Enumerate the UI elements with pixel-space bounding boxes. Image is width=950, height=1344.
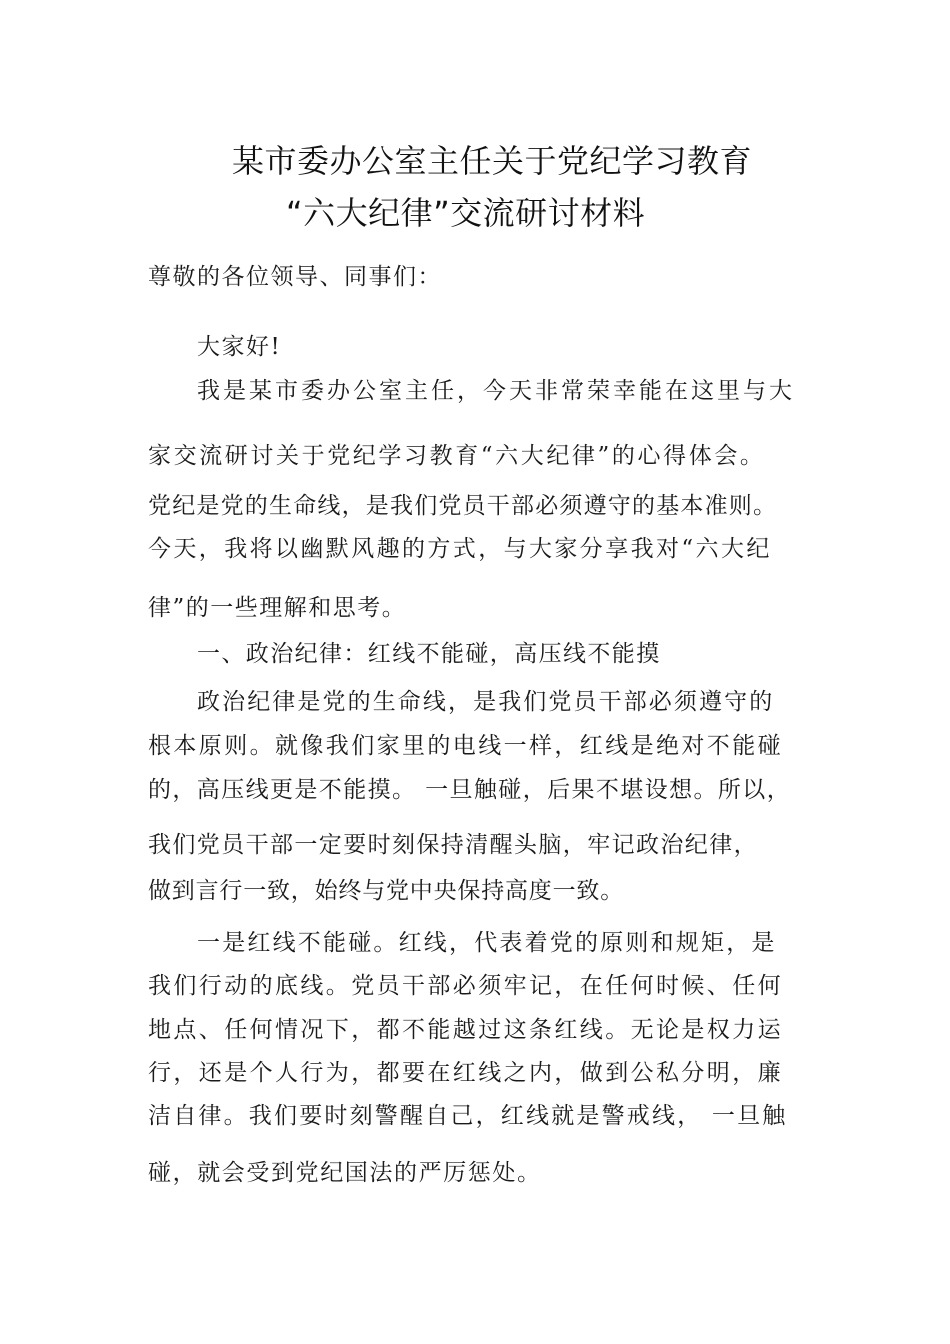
document-title-line-1: 某市委办公室主任关于党纪学习教育 — [232, 142, 753, 180]
paragraph-line: 我们党员干部一定要时刻保持清醒头脑，牢记政治纪律， — [148, 832, 758, 858]
paragraph-line: 我是某市委办公室主任，今天非常荣幸能在这里与大 — [197, 378, 795, 404]
paragraph-line: 根本原则。就像我们家里的电线一样，红线是绝对不能碰 — [148, 733, 783, 759]
salutation: 尊敬的各位领导、同事们： — [148, 264, 442, 290]
paragraph-line: 行，还是个人行为，都要在红线之内，做到公私分明，廉 — [148, 1060, 783, 1086]
paragraph-line: 的，高压线更是不能摸。 一旦触碰，后果不堪设想。所以， — [148, 777, 792, 803]
paragraph-line: 我们行动的底线。党员干部必须牢记，在任何时候、任何 — [148, 973, 783, 999]
paragraph-line: 一是红线不能碰。红线，代表着党的原则和规矩，是 — [197, 930, 777, 956]
paragraph-line: 做到言行一致，始终与党中央保持高度一致。 — [148, 878, 624, 904]
section-heading: 一、政治纪律：红线不能碰，高压线不能摸 — [197, 641, 661, 667]
paragraph-line: 党纪是党的生命线，是我们党员干部必须遵守的基本准则。 — [148, 493, 778, 519]
paragraph-line: 今天，我将以幽默风趣的方式，与大家分享我对“六大纪 — [148, 536, 772, 562]
paragraph-line: 政治纪律是党的生命线，是我们党员干部必须遵守的 — [197, 689, 775, 715]
document-title-line-2: “六大纪律”交流研讨材料 — [286, 194, 646, 232]
paragraph-line: 大家好! — [197, 334, 282, 360]
paragraph-line: 律”的一些理解和思考。 — [148, 595, 407, 621]
paragraph-line: 碰，就会受到党纪国法的严厉惩处。 — [148, 1160, 542, 1186]
paragraph-line: 洁自律。我们要时刻警醒自己，红线就是警戒线， 一旦触 — [148, 1103, 788, 1129]
paragraph-line: 地点、任何情况下，都不能越过这条红线。无论是权力运 — [148, 1017, 783, 1043]
paragraph-line: 家交流研讨关于党纪学习教育“六大纪律”的心得体会。 — [148, 443, 766, 469]
